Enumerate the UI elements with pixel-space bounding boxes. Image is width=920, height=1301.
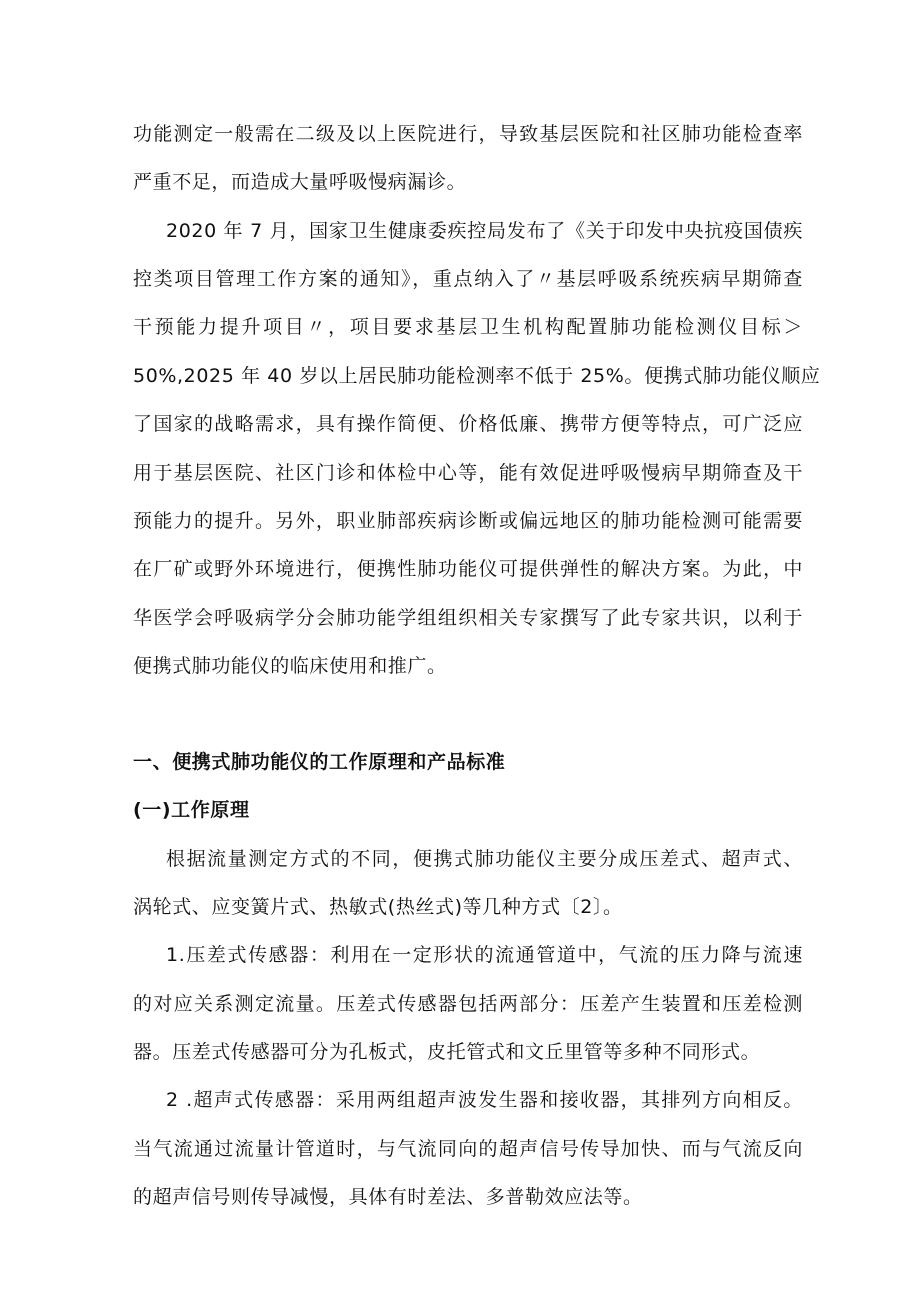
paragraph-line: 的超声信号则传导减慢，具体有时差法、多普勒效应法等。 — [133, 1186, 643, 1208]
paragraph-line: 2020 年 7 月，国家卫生健康委疾控局发布了《关于印发中央抗疫国债疾 — [166, 220, 803, 242]
paragraph-line: 的对应关系测定流量。压差式传感器包括两部分：压差产生装置和压差检测 — [133, 993, 803, 1015]
paragraph-line: 2 .超声式传感器：采用两组超声波发生器和接收器，其排列方向相反。 — [166, 1089, 803, 1111]
paragraph-line: 严重不足，而造成大量呼吸慢病漏诊。 — [133, 171, 467, 193]
paragraph-line: 便携式肺功能仪的临床使用和推广。 — [133, 655, 447, 677]
paragraph-line: 用于基层医院、社区门诊和体检中心等，能有效促进呼吸慢病早期筛查及干 — [133, 462, 803, 484]
paragraph-line: 控类项目管理工作方案的通知》，重点纳入了〃基层呼吸系统疾病早期筛查 — [133, 268, 803, 290]
paragraph-line: 华医学会呼吸病学分会肺功能学组组织相关专家撰写了此专家共识，以利于 — [133, 607, 803, 629]
paragraph-line: 根据流量测定方式的不同，便携式肺功能仪主要分成压差式、超声式、 — [166, 848, 803, 870]
paragraph-line: 预能力的提升。另外，职业肺部疾病诊断或偏远地区的肺功能检测可能需要 — [133, 510, 803, 532]
paragraph-line: 1.压差式传感器：利用在一定形状的流通管道中，气流的压力降与流速 — [166, 944, 803, 966]
paragraph-line: 了国家的战略需求，具有操作简便、价格低廉、携带方便等特点，可广泛应 — [133, 413, 803, 435]
paragraph-line: 当气流通过流量计管道时，与气流同向的超声信号传导加快、而与气流反向 — [133, 1138, 803, 1160]
paragraph-line: 器。压差式传感器可分为孔板式，皮托管式和文丘里管等多种不同形式。 — [133, 1041, 761, 1063]
subsection-heading: (一)工作原理 — [133, 799, 250, 821]
paragraph-line: 涡轮式、应变簧片式、热敏式(热丝式)等几种方式〔2〕。 — [133, 896, 623, 918]
section-heading: 一、便携式肺功能仪的工作原理和产品标准 — [133, 751, 506, 773]
paragraph-line: 功能测定一般需在二级及以上医院进行，导致基层医院和社区肺功能检查率 — [133, 123, 803, 145]
paragraph-line: 干预能力提升项目〃，项目要求基层卫生机构配置肺功能检测仪目标＞ — [133, 316, 803, 338]
paragraph-line: 50%,2025 年 40 岁以上居民肺功能检测率不低于 25%。便携式肺功能仪顺应 — [133, 365, 821, 387]
paragraph-line: 在厂矿或野外环境进行，便携性肺功能仪可提供弹性的解决方案。为此，中 — [133, 558, 803, 580]
